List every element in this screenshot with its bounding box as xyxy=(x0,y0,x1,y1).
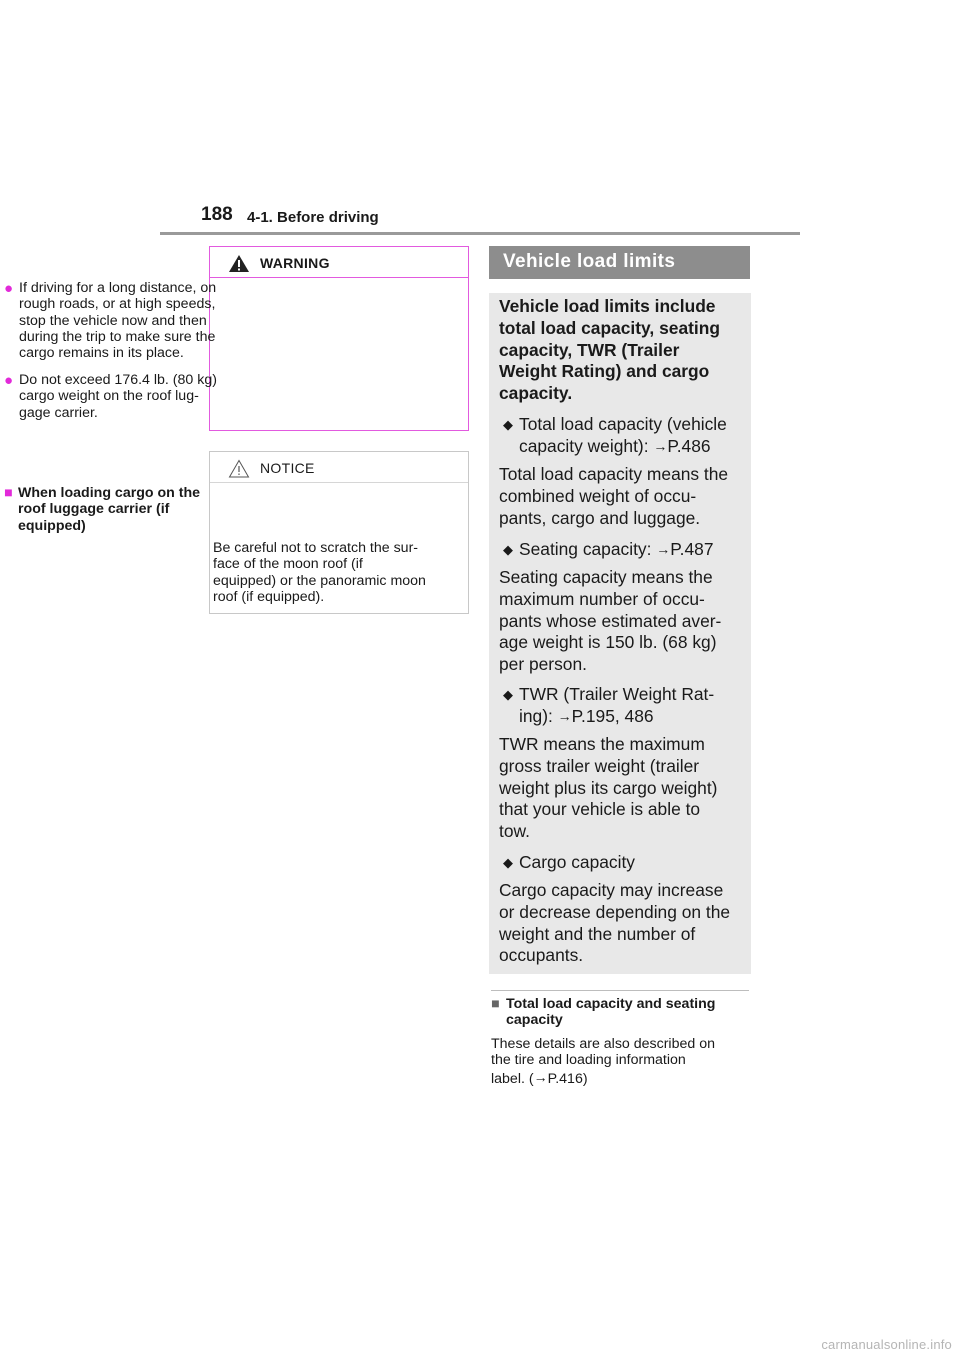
page-header xyxy=(201,204,801,234)
bullet-dot-icon: ● xyxy=(4,372,14,389)
arrow-right-icon: → xyxy=(653,437,668,454)
subsection-divider xyxy=(491,990,749,991)
square-bullet-icon: ■ xyxy=(4,485,13,501)
subsection-heading: ■ Total load capacity and seating capacity xyxy=(491,996,716,1029)
notice-body: Be careful not to scratch the sur- face of the moon roof (if equipped) or the panoramic moon roof (if equipped). xyxy=(213,540,426,605)
total-load-text: Total load capacity means the combined weight of occu- pants, cargo and luggage. xyxy=(499,464,729,528)
page-number: 188 xyxy=(201,204,233,225)
diamond-bullet-icon: ◆ xyxy=(503,417,513,432)
seating-text: Seating capacity means the maximum number of occu- pants whose estimated aver- age weight is 150 lb. (68 kg) per person. xyxy=(499,567,722,675)
cargo-text: Cargo capacity may increase or decrease depending on the weight and the number of occupants. xyxy=(499,880,731,966)
bullet-cargo: ◆ Cargo capacity xyxy=(503,852,635,872)
warning-header xyxy=(210,247,468,278)
arrow-right-icon: → xyxy=(557,707,572,724)
page-ref-link[interactable]: P.486 xyxy=(667,435,711,456)
notice-heading: ■ When loading cargo on the roof luggage carrier (if equipped) xyxy=(4,485,201,534)
warning-item: ● Do not exceed 176.4 lb. (80 kg) cargo weight on the roof lug- gage carrier. xyxy=(4,372,217,421)
bullet-dot-icon: ● xyxy=(4,280,14,297)
diamond-bullet-icon: ◆ xyxy=(503,855,513,870)
square-bullet-icon: ■ xyxy=(491,996,500,1012)
section-title: 4-1. Before driving xyxy=(247,209,379,226)
notice-triangle-icon xyxy=(228,459,250,478)
bullet-total-load: ◆ Total load capacity (vehicle capacity weight): →P.486 xyxy=(503,414,727,456)
arrow-right-icon: → xyxy=(656,541,671,557)
footer-watermark: carmanualsonline.info xyxy=(821,1337,952,1352)
header-divider xyxy=(160,232,800,235)
page-ref-link[interactable]: P.195, 486 xyxy=(571,705,654,726)
twr-text: TWR means the maximum gross trailer weight (trailer weight plus its cargo weight) that your vehicle is able to tow. xyxy=(499,734,718,842)
notice-title: NOTICE xyxy=(260,460,315,476)
vehicle-load-title: Vehicle load limits xyxy=(489,246,750,279)
warning-triangle-icon xyxy=(228,254,250,273)
warning-title: WARNING xyxy=(260,255,330,271)
vehicle-load-intro: Vehicle load limits include total load capacity, seating capacity, TWR (Trailer Weight Rating) and cargo capacity. xyxy=(499,296,720,404)
subsection-body: These details are also described on the tire and loading information label. (→P.416) xyxy=(491,1036,715,1087)
bullet-seating: ◆ Seating capacity: →P.487 xyxy=(503,539,714,559)
warning-item: ● If driving for a long distance, on rough roads, or at high speeds, stop the vehicle now and then during the trip to make sure the cargo remains in its place. xyxy=(4,280,217,362)
bullet-twr: ◆ TWR (Trailer Weight Rat- ing): →P.195, 486 xyxy=(503,684,715,726)
page-ref-link[interactable]: P.416 xyxy=(547,1070,583,1087)
arrow-right-icon: → xyxy=(533,1068,548,1085)
diamond-bullet-icon: ◆ xyxy=(503,542,513,557)
page-ref-link[interactable]: P.487 xyxy=(670,539,714,559)
notice-header xyxy=(210,452,468,483)
diamond-bullet-icon: ◆ xyxy=(503,687,513,702)
